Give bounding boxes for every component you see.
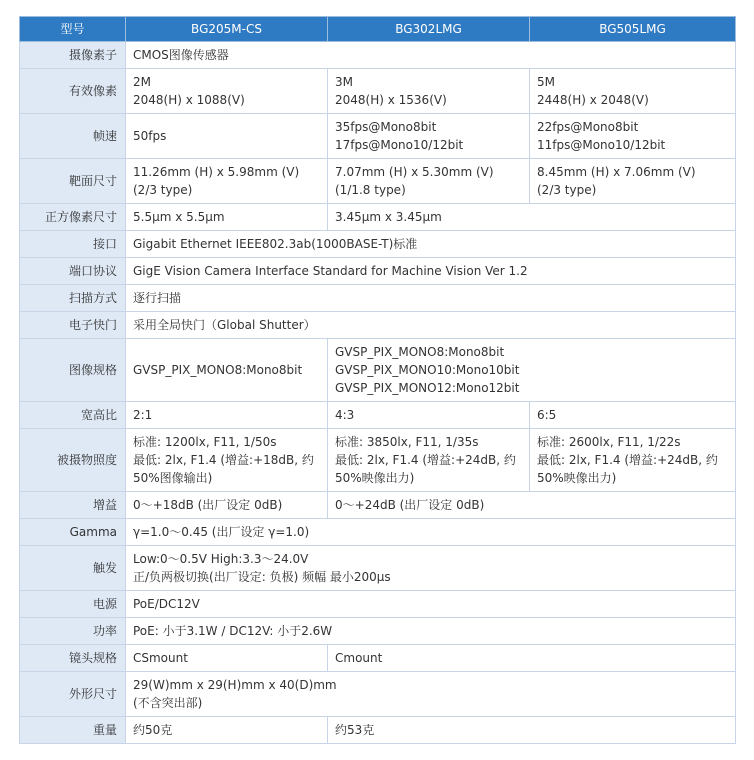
- row-interface: [20, 231, 736, 258]
- value-illumination-bg302lmg: [328, 429, 530, 492]
- value-gain-others: 0～+24dB (出厂设定 0dB): [328, 492, 736, 519]
- value-aspect-bg205m-cs: 2:1: [126, 402, 328, 429]
- label-scan: 扫描方式: [20, 285, 126, 312]
- value-line: GVSP_PIX_MONO8:Mono8bit: [335, 345, 505, 359]
- row-target-size: [20, 159, 736, 204]
- row-power: [20, 591, 736, 618]
- value-shutter: 采用全局快门（Global Shutter）: [126, 312, 736, 339]
- row-consumption: [20, 618, 736, 645]
- label-interface: 接口: [20, 231, 126, 258]
- value-target-bg205m-cs: [126, 159, 328, 204]
- model-header-label: 型号: [20, 17, 126, 42]
- label-target-size: 靶面尺寸: [20, 159, 126, 204]
- label-illumination: 被摄物照度: [20, 429, 126, 492]
- value-interface: Gigabit Ethernet IEEE802.3ab(1000BASE-T)标准: [126, 231, 736, 258]
- value-line: 2448(H) x 2048(V): [537, 93, 649, 107]
- value-consumption: PoE: 小于3.1W / DC12V: 小于2.6W: [126, 618, 736, 645]
- value-illumination-bg205m-cs: [126, 429, 328, 492]
- value-target-bg505lmg: [530, 159, 736, 204]
- value-lens-bg205m-cs: CSmount: [126, 645, 328, 672]
- value-framerate-bg205m-cs: [126, 114, 328, 159]
- value-line: Low:0～0.5V High:3.3～24.0V: [133, 552, 309, 566]
- value-line: GVSP_PIX_MONO12:Mono12bit: [335, 381, 520, 395]
- value-line: 5M: [537, 75, 555, 89]
- row-framerate: [20, 114, 736, 159]
- label-dimensions: 外形尺寸: [20, 672, 126, 717]
- row-gamma: [20, 519, 736, 546]
- value-lens-others: Cmount: [328, 645, 736, 672]
- value-aspect-bg302lmg: 4:3: [328, 402, 530, 429]
- row-aspect: [20, 402, 736, 429]
- value-dimensions: [126, 672, 736, 717]
- value-line: 正/负两极切换(出厂设定: 负极) 频幅 最小200μs: [133, 570, 391, 584]
- value-gain-bg205m-cs: 0～+18dB (出厂设定 0dB): [126, 492, 328, 519]
- value-framerate-bg302lmg: [328, 114, 530, 159]
- model-header-bg302lmg: BG302LMG: [328, 17, 530, 42]
- value-scan: 逐行扫描: [126, 285, 736, 312]
- row-protocol: [20, 258, 736, 285]
- value-pixels-bg505lmg: [530, 69, 736, 114]
- value-line: 29(W)mm x 29(H)mm x 40(D)mm: [133, 678, 337, 692]
- row-gain: [20, 492, 736, 519]
- header-row: [20, 17, 736, 42]
- value-illumination-bg505lmg: [530, 429, 736, 492]
- value-line: 35fps@Mono8bit: [335, 120, 437, 134]
- value-sensor: CMOS图像传感器: [126, 42, 736, 69]
- value-line: 8.45mm (H) x 7.06mm (V): [537, 165, 696, 179]
- value-line: (1/1.8 type): [335, 183, 406, 197]
- value-format-others: [328, 339, 736, 402]
- value-line: 11.26mm (H) x 5.98mm (V): [133, 165, 300, 179]
- value-line: 最低: 2lx, F1.4 (增益:+18dB, 约: [133, 453, 314, 467]
- label-pixels: 有效像素: [20, 69, 126, 114]
- value-line: 3M: [335, 75, 353, 89]
- value-line: 标准: 3850lx, F11, 1/35s: [335, 435, 479, 449]
- row-weight: [20, 717, 736, 744]
- value-line: 17fps@Mono10/12bit: [335, 138, 464, 152]
- value-line: 2M: [133, 75, 151, 89]
- value-line: 标准: 1200lx, F11, 1/50s: [133, 435, 277, 449]
- row-image-format: [20, 339, 736, 402]
- value-pixel-size-bg205m-cs: 5.5μm x 5.5μm: [126, 204, 328, 231]
- value-line: GVSP_PIX_MONO10:Mono10bit: [335, 363, 520, 377]
- value-pixels-bg205m-cs: [126, 69, 328, 114]
- model-header-bg505lmg: BG505LMG: [530, 17, 736, 42]
- value-line: 11fps@Mono10/12bit: [537, 138, 666, 152]
- label-framerate: 帧速: [20, 114, 126, 159]
- label-gain: 增益: [20, 492, 126, 519]
- value-power: PoE/DC12V: [126, 591, 736, 618]
- value-framerate-bg505lmg: [530, 114, 736, 159]
- label-power: 电源: [20, 591, 126, 618]
- value-aspect-bg505lmg: 6:5: [530, 402, 736, 429]
- label-lens: 镜头规格: [20, 645, 126, 672]
- label-consumption: 功率: [20, 618, 126, 645]
- value-weight-bg205m-cs: 约50克: [126, 717, 328, 744]
- label-gamma: Gamma: [20, 519, 126, 546]
- model-header-bg205m-cs: BG205M-CS: [126, 17, 328, 42]
- value-line: 最低: 2lx, F1.4 (增益:+24dB, 约: [335, 453, 516, 467]
- value-line: 50%图像输出): [133, 471, 213, 485]
- value-protocol: GigE Vision Camera Interface Standard for Machine Vision Ver 1.2: [126, 258, 736, 285]
- value-line: (2/3 type): [133, 183, 193, 197]
- label-shutter: 电子快门: [20, 312, 126, 339]
- row-trigger: [20, 546, 736, 591]
- label-aspect: 宽高比: [20, 402, 126, 429]
- label-image-format: 图像规格: [20, 339, 126, 402]
- row-pixel-size: [20, 204, 736, 231]
- value-format-bg205m-cs: [126, 339, 328, 402]
- value-line: (不含突出部): [133, 696, 203, 710]
- value-line: 7.07mm (H) x 5.30mm (V): [335, 165, 494, 179]
- row-dimensions: [20, 672, 736, 717]
- row-shutter: [20, 312, 736, 339]
- value-line: (2/3 type): [537, 183, 597, 197]
- value-line: GVSP_PIX_MONO8:Mono8bit: [133, 363, 303, 377]
- value-line: 最低: 2lx, F1.4 (增益:+24dB, 约: [537, 453, 718, 467]
- label-weight: 重量: [20, 717, 126, 744]
- row-illumination: [20, 429, 736, 492]
- row-scan: [20, 285, 736, 312]
- value-target-bg302lmg: [328, 159, 530, 204]
- value-trigger: [126, 546, 736, 591]
- row-pixels: [20, 69, 736, 114]
- value-pixels-bg302lmg: [328, 69, 530, 114]
- spec-table: [19, 16, 736, 744]
- row-sensor: [20, 42, 736, 69]
- label-pixel-size: 正方像素尺寸: [20, 204, 126, 231]
- row-lens: [20, 645, 736, 672]
- value-line: 50fps: [133, 129, 167, 143]
- value-line: 50%映像出力): [335, 471, 415, 485]
- value-line: 2048(H) x 1088(V): [133, 93, 245, 107]
- value-line: 2048(H) x 1536(V): [335, 93, 447, 107]
- label-trigger: 触发: [20, 546, 126, 591]
- value-weight-others: 约53克: [328, 717, 736, 744]
- value-pixel-size-others: 3.45μm x 3.45μm: [328, 204, 736, 231]
- value-line: 50%映像出力): [537, 471, 617, 485]
- value-gamma: γ=1.0～0.45 (出厂设定 γ=1.0): [126, 519, 736, 546]
- value-line: 标准: 2600lx, F11, 1/22s: [537, 435, 681, 449]
- label-sensor: 摄像素子: [20, 42, 126, 69]
- label-protocol: 端口协议: [20, 258, 126, 285]
- value-line: 22fps@Mono8bit: [537, 120, 639, 134]
